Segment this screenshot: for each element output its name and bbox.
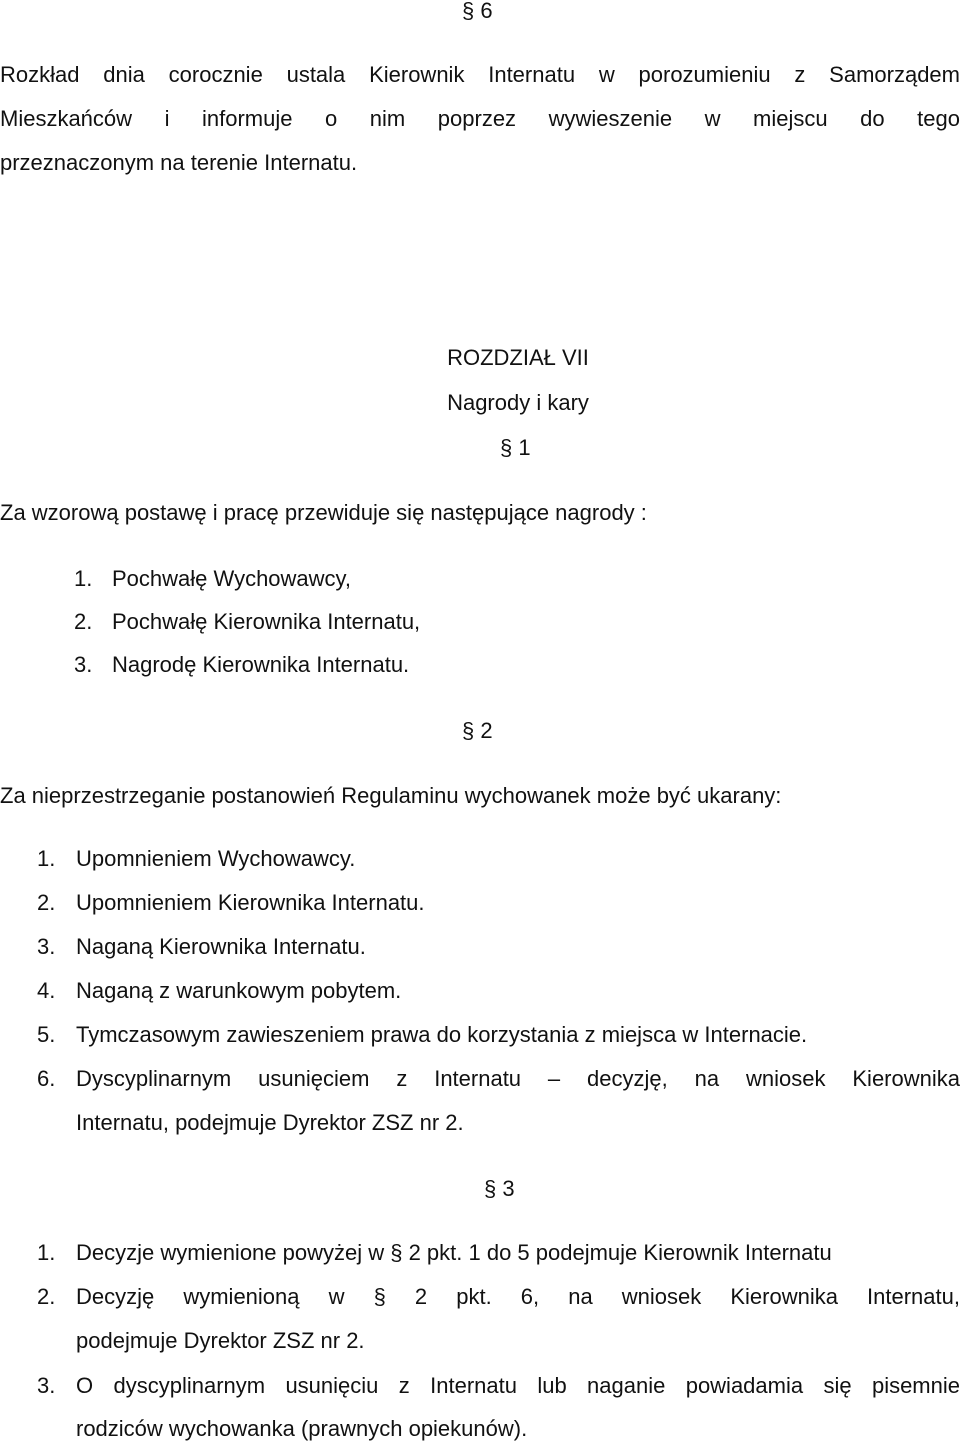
section-number: 3: [502, 1176, 515, 1201]
penalty-text: Dyscyplinarnym usunięciem z Internatu – decyzję, na wniosek Kierownika: [76, 1066, 960, 1091]
decision-text: O dyscyplinarnym usunięciu z Internatu lub naganie powiadamia się pisemnie: [76, 1373, 960, 1398]
intro-line-2: Mieszkańców i informuje o nim poprzez wywieszenie w miejscu do tego: [0, 106, 960, 131]
penalty-number: 5.: [37, 1022, 56, 1047]
penalty-number: 3.: [37, 934, 56, 959]
penalty-text: Upomnieniem Kierownika Internatu.: [76, 890, 425, 915]
reward-text: Pochwałę Kierownika Internatu,: [112, 609, 421, 634]
reward-number: 2.: [74, 609, 93, 634]
intro-line-3: przeznaczonym na terenie Internatu.: [0, 150, 358, 175]
penalty-number: 6.: [37, 1066, 56, 1091]
reward-text: Pochwałę Wychowawcy,: [112, 566, 352, 591]
chapter-subtitle: Nagrody i kary: [447, 390, 589, 415]
section-1-marker: [500, 435, 531, 461]
penalty-number: 1.: [37, 846, 56, 871]
section-symbol: §: [484, 1176, 497, 1201]
decision-text-continuation: podejmuje Dyrektor ZSZ nr 2.: [76, 1328, 365, 1353]
penalties-lead: Za nieprzestrzeganie postanowień Regulaminu wychowanek może być ukarany:: [0, 783, 782, 808]
reward-number: 1.: [74, 566, 93, 591]
decision-number: 2.: [37, 1284, 56, 1309]
section-number: 2: [480, 718, 493, 743]
penalty-text: Naganą Kierownika Internatu.: [76, 934, 366, 959]
decision-text: Decyzję wymienioną w § 2 pkt. 6, na wniosek Kierownika Internatu,: [76, 1284, 960, 1309]
section-3-marker: [484, 1176, 515, 1202]
section-6-marker: [462, 0, 493, 24]
penalty-number: 2.: [37, 890, 56, 915]
section-symbol: §: [462, 0, 475, 23]
penalty-text: Upomnieniem Wychowawcy.: [76, 846, 356, 871]
decision-number: 1.: [37, 1240, 56, 1265]
intro-line-1: Rozkład dnia corocznie ustala Kierownik Internatu w porozumieniu z Samorządem: [0, 62, 960, 87]
penalty-text: Tymczasowym zawieszeniem prawa do korzystania z miejsca w Internacie.: [76, 1022, 808, 1047]
section-number: 1: [518, 435, 531, 460]
penalty-number: 4.: [37, 978, 56, 1003]
rewards-lead: Za wzorową postawę i pracę przewiduje się następujące nagrody :: [0, 500, 647, 525]
decision-number: 3.: [37, 1373, 56, 1398]
section-symbol: §: [462, 718, 475, 743]
section-number: 6: [480, 0, 493, 23]
penalty-text: Naganą z warunkowym pobytem.: [76, 978, 402, 1003]
chapter-title: ROZDZIAŁ VII: [447, 345, 589, 370]
section-2-marker: [462, 718, 493, 744]
decision-text: Decyzje wymienione powyżej w § 2 pkt. 1 do 5 podejmuje Kierownik Internatu: [76, 1240, 832, 1265]
penalty-text-continuation: Internatu, podejmuje Dyrektor ZSZ nr 2.: [76, 1110, 464, 1135]
section-symbol: §: [500, 435, 513, 460]
decision-text-continuation: rodziców wychowanka (prawnych opiekunów).: [76, 1416, 528, 1441]
reward-number: 3.: [74, 652, 93, 677]
reward-text: Nagrodę Kierownika Internatu.: [112, 652, 410, 677]
